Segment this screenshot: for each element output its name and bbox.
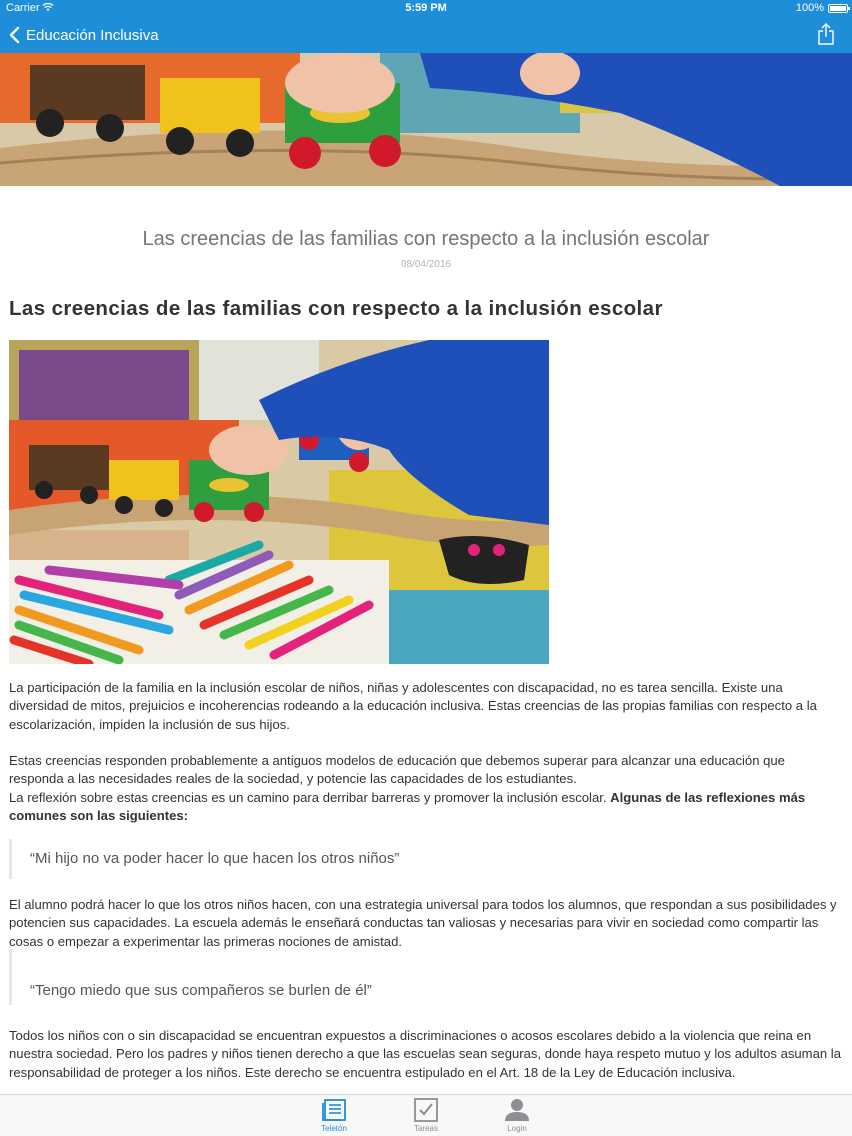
tab-label: Login: [507, 1124, 527, 1133]
tab-bar: [0, 1094, 852, 1136]
article-paragraph: Estas creencias responden probablemente a antiguos modelos de educación que debemos superar para alcanzar una educación que responda a las necesidades reales de la sociedad, y potencie las capacidades de los estudiantes.: [9, 753, 785, 787]
share-icon[interactable]: [816, 22, 836, 46]
user-icon: [504, 1098, 530, 1122]
article-content: [0, 186, 852, 1094]
hero-image: [0, 53, 852, 186]
article-date: 08/04/2016: [400, 259, 452, 270]
status-bar: [0, 0, 852, 18]
tab-label: Tareas: [413, 1124, 438, 1133]
carrier-label: Carrier: [6, 2, 40, 14]
article-paragraph: La participación de la familia en la inclusión escolar de niños, niñas y adolescentes con discapacidad, no es tarea sencilla. Existe una diversidad de mitos, prejuicios e incoherencias rodeando a la educación inclusiva. Estas creencias de las propias familias con respecto a la escolarización, impiden la inclusión de sus hijos.: [9, 680, 817, 732]
article-paragraph-bold: Algunas de las reflexiones más comunes son las siguientes:: [9, 790, 806, 824]
article-paragraph: [9, 789, 843, 826]
status-time: 5:59 PM: [405, 2, 447, 14]
back-button-label: Educación Inclusiva: [26, 26, 159, 44]
blockquote: “Mi hijo no va poder hacer lo que hacen los otros niños”: [9, 839, 409, 879]
tab-tareas[interactable]: [396, 1095, 456, 1136]
tab-label: Teletón: [321, 1124, 347, 1133]
article-subtitle: Las creencias de las familias con respecto a la inclusión escolar: [142, 228, 710, 250]
article-paragraph: Todos los niños con o sin discapacidad se encuentran expuestos a discriminaciones o acosos escolares debido a la violencia que reina en nuestra sociedad. Pero los padres y niños tienen derecho a que las escuelas sean seguras, donde haya respeto mutuo y los adultos asuman la responsabilidad de proteger a los niños. Este derecho se encuentra estipulado en el Art. 18 de la Ley de Educación inclusiva.: [9, 1028, 841, 1080]
article-paragraph-text: La reflexión sobre estas creencias es un camino para derribar barreras y promover la inclusión escolar.: [9, 790, 607, 805]
article-image: [9, 340, 549, 664]
article-heading: Las creencias de las familias con respecto a la inclusión escolar: [9, 297, 663, 320]
battery-icon: [828, 4, 848, 13]
top-bar: [0, 0, 852, 53]
checkbox-icon: [413, 1098, 439, 1122]
tab-teleton[interactable]: [304, 1095, 364, 1136]
blockquote: [9, 950, 409, 1005]
chevron-left-icon: [8, 26, 22, 44]
tab-login[interactable]: [487, 1095, 547, 1136]
blockquote-text: “Tengo miedo que sus compañeros se burlen de él”: [30, 982, 372, 999]
battery-percent: 100%: [795, 2, 824, 14]
article-paragraph: El alumno podrá hacer lo que los otros niños hacen, con una estrategia universal para todos los alumnos, que respondan a sus posibilidades y potencien sus capacidades. La escuela además le enseñará conductas tan valiosas y necesarias para vivir en sociedad como compartir las cosas o empezar a experimentar las primeras nociones de amistad.: [9, 897, 837, 949]
news-icon: [321, 1098, 347, 1122]
back-button[interactable]: [8, 22, 159, 48]
